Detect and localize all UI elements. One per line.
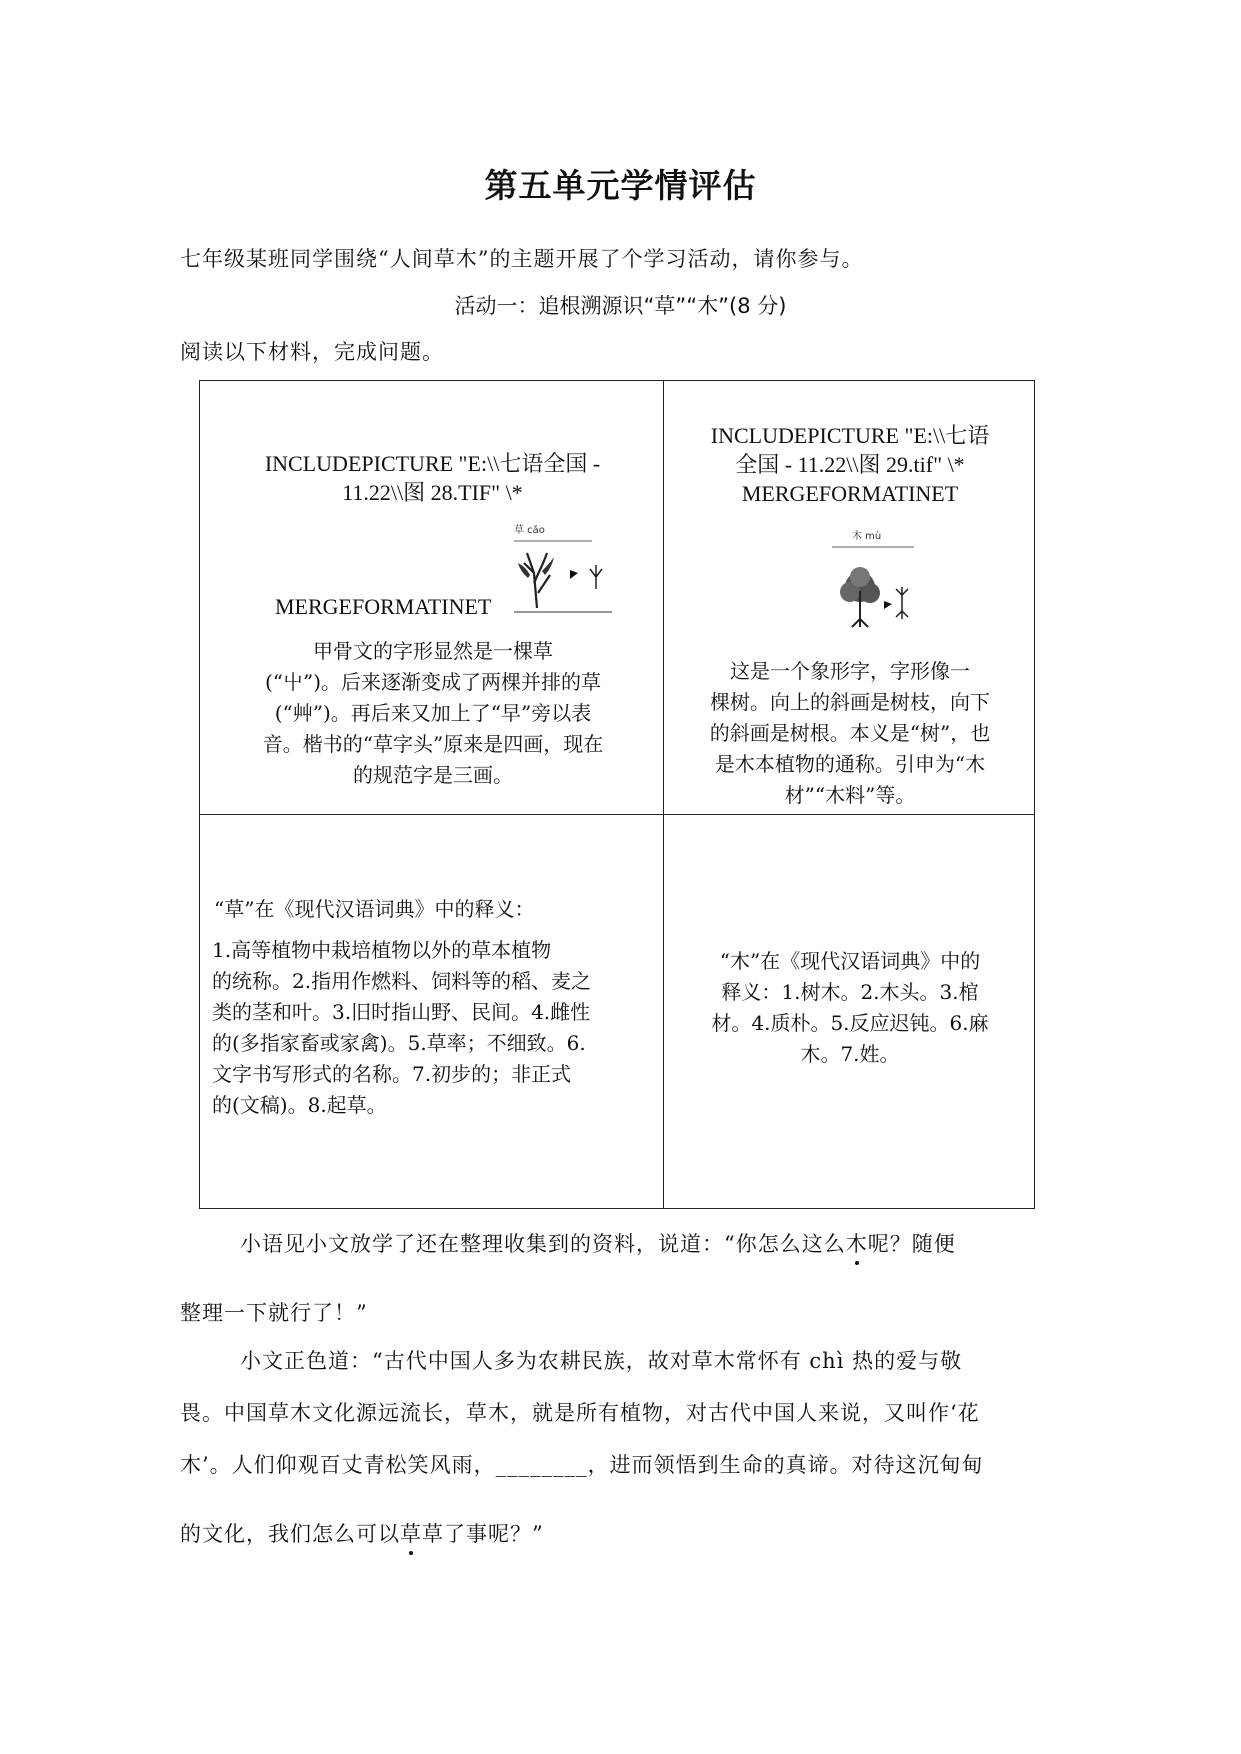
cao-field-line1: INCLUDEPICTURE "E:\\七语全国 -: [264, 451, 601, 476]
emphasized-char: 木: [845, 1232, 868, 1256]
mu-dict-body: [675, 946, 1025, 1070]
paragraph-1-line-1: [240, 1228, 1120, 1258]
mu-field-line3: MERGEFORMATINET: [741, 481, 959, 506]
paragraph-2-line-3: 木’。人们仰观百丈青松笑风雨，________，进而领悟到生命的真谛。对待这沉甸甸: [180, 1453, 984, 1477]
cao-dict-heading: “草”在《现代汉语词典》中的释义：: [214, 897, 535, 921]
mu-dict-line: 材。4.质朴。5.反应迟钝。6.麻: [711, 1011, 989, 1035]
p2-text-before: 的文化，我们怎么可以: [180, 1522, 400, 1546]
p1-text-after: 呢？随便: [867, 1232, 956, 1256]
mu-dict-line: “木”在《现代汉语词典》中的: [719, 949, 981, 973]
cao-dict-line: 的(多指家畜或家禽)。5.草率；不细致。6.: [212, 1031, 586, 1055]
cao-field-line2: 11.22\\图 28.TIF" \*: [342, 480, 523, 505]
paragraph-2-line-2: 畏。中国草木文化源远流长，草木，就是所有植物，对古代中国人来说，又叫作‘花: [180, 1401, 980, 1425]
cao-dict-line: 1.高等植物中栽培植物以外的草本植物: [212, 938, 552, 962]
table-divider-horizontal: [200, 814, 1034, 815]
mu-desc-line: 的斜画是树根。本义是“树”，也: [709, 721, 991, 745]
cao-dict-body: [212, 935, 652, 1121]
mu-field-line1: INCLUDEPICTURE "E:\\七语: [710, 423, 990, 448]
p2-text-after: 草了事呢？”: [422, 1522, 544, 1546]
cao-desc-line: 甲骨文的字形显然是一棵草: [313, 639, 553, 663]
mu-desc-line: 材”“木料”等。: [784, 783, 916, 807]
cao-dict-line: 的统称。2.指用作燃料、饲料等的稻、麦之: [212, 969, 592, 993]
activity-heading: 活动一：追根溯源识“草”“木”(8 分): [454, 294, 787, 318]
paragraph-2-line-4: [180, 1518, 1060, 1548]
cao-desc-line: 的规范字是三画。: [353, 763, 513, 787]
paragraph-2-line-1: 小文正色道：“古代中国人多为农耕民族，故对草木常怀有 chì 热的爱与敬: [240, 1349, 963, 1373]
cao-desc-line: 音。楷书的“草字头”原来是四画，现在: [262, 732, 604, 756]
mu-dict-line: 释义：1.树木。2.木头。3.棺: [721, 980, 979, 1004]
cao-field-code: [220, 449, 645, 507]
mu-dict-line: 木。7.姓。: [800, 1042, 900, 1066]
cao-field-line3: MERGEFORMATINET: [275, 594, 492, 619]
mu-desc-line: 是木本植物的通称。引申为“木: [714, 752, 986, 776]
mu-description: [675, 656, 1025, 811]
cao-oracle-picture: [512, 523, 622, 618]
cao-description: [208, 636, 658, 791]
emphasized-char: 草: [400, 1522, 422, 1546]
mu-oracle-picture: [830, 529, 930, 629]
material-table: [199, 380, 1035, 1209]
mu-desc-line: 这是一个象形字，字形像一: [730, 659, 970, 683]
cao-dict-line: 类的茎和叶。3.旧时指山野、民间。4.雌性: [212, 1000, 591, 1024]
cao-dict-line: 文字书写形式的名称。7.初步的；非正式: [212, 1062, 572, 1086]
page-title: 第五单元学情评估: [484, 166, 757, 205]
table-divider-vertical: [663, 381, 664, 1208]
read-instruction: 阅读以下材料，完成问题。: [180, 340, 444, 364]
mu-picture-caption: 木 mù: [852, 531, 882, 542]
mu-field-line2: 全国 - 11.22\\图 29.tif" \*: [735, 452, 965, 477]
cao-desc-line: (“屮”)。后来逐渐变成了两棵并排的草: [264, 670, 602, 694]
cao-dict-line: 的(文稿)。8.起草。: [212, 1093, 387, 1117]
mu-field-code: [675, 421, 1025, 508]
mu-desc-line: 棵树。向上的斜画是树枝，向下: [710, 690, 990, 714]
cao-picture-caption: 草 cǎo: [514, 525, 545, 536]
intro-text: 七年级某班同学围绕“人间草木”的主题开展了个学习活动，请你参与。: [180, 247, 864, 271]
cao-desc-line: (“艸”)。再后来又加上了“早”旁以表: [274, 701, 592, 725]
paragraph-1-line-2: 整理一下就行了！”: [180, 1301, 368, 1325]
p1-text-before: 小语见小文放学了还在整理收集到的资料，说道：“你怎么这么: [240, 1232, 846, 1256]
